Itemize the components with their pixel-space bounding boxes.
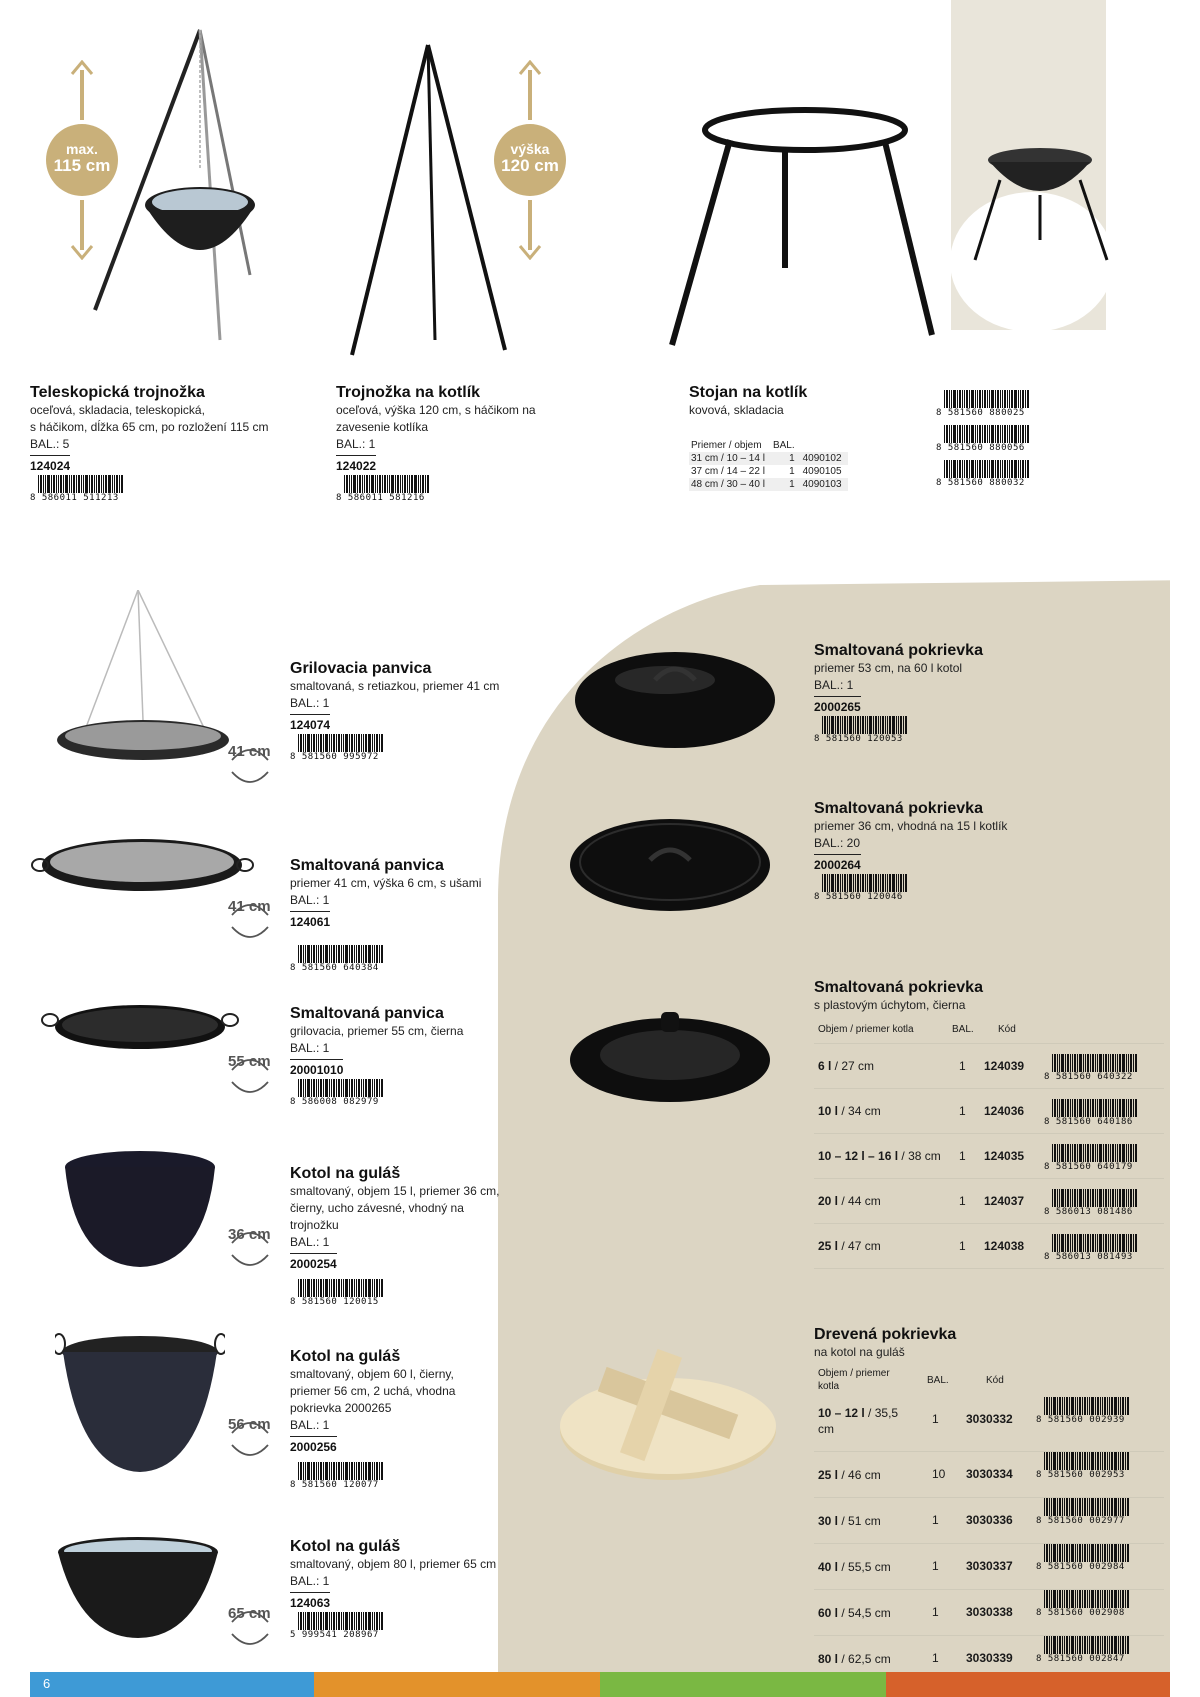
- barcode-icon: [1044, 1144, 1138, 1170]
- product-code: 124061: [290, 911, 330, 930]
- barcode-icon: [1036, 1397, 1130, 1423]
- product-title: Kotol na guláš: [290, 1538, 401, 1555]
- product-code: 2000256: [290, 1436, 337, 1455]
- table-header-row: Objem / priemer kotla BAL. Kód: [814, 1018, 1164, 1044]
- product-code: 124022: [336, 455, 376, 474]
- footer-bar-red: [886, 1672, 1170, 1697]
- footer-bar-orange: [314, 1672, 600, 1697]
- barcode-icon: 8 581560 120077: [290, 1462, 530, 1488]
- product-code: 2000254: [290, 1253, 337, 1272]
- product-desc: priemer 41 cm, výška 6 cm, s ušami BAL.: 1: [290, 876, 482, 907]
- product-desc: smaltovaný, objem 80 l, priemer 65 cm BAL.: 1: [290, 1557, 497, 1588]
- product-desc: kovová, skladacia: [689, 403, 784, 417]
- table-row: 25 l / 46 cm 10 3030334 8 581560 002953: [814, 1452, 1164, 1498]
- ean-number: 8 581560 002977: [1036, 1516, 1125, 1526]
- table-row: 30 l / 51 cm 1 3030336 8 581560 002977: [814, 1498, 1164, 1544]
- product-desc: priemer 36 cm, vhodná na 15 l kotlík BAL.: 20: [814, 819, 1008, 850]
- table-row: 40 l / 55,5 cm 1 3030337 8 581560 002984: [814, 1544, 1164, 1590]
- product-title: Teleskopická trojnožka: [30, 384, 205, 401]
- product-title: Smaltovaná pokrievka: [814, 979, 983, 996]
- max-height-badge: max. 115 cm: [46, 124, 118, 196]
- dimension-arc-icon: 36 cm: [228, 1226, 271, 1243]
- product-desc: s plastovým úchytom, čierna: [814, 998, 966, 1012]
- product-desc: priemer 53 cm, na 60 l kotol BAL.: 1: [814, 661, 963, 692]
- barcode-icon: 8 581560 120053: [814, 716, 1074, 742]
- table-row: 60 l / 54,5 cm 1 3030338 8 581560 002908: [814, 1590, 1164, 1636]
- height-badge: výška 120 cm: [494, 124, 566, 196]
- product-code: 20001010: [290, 1059, 343, 1078]
- barcode-icon: 8 581560 880056: [936, 425, 1030, 451]
- product-title: Stojan na kotlík: [689, 384, 808, 401]
- ean-number: 8 581560 640322: [1044, 1072, 1133, 1082]
- barcode-icon: [1044, 1054, 1138, 1080]
- product-desc: oceľová, výška 120 cm, s háčikom na zavesenie kotlíka BAL.: 1: [336, 403, 536, 451]
- table-row: 80 l / 62,5 cm 1 3030339 8 581560 002847: [814, 1636, 1164, 1682]
- product-desc: smaltovaný, objem 15 l, priemer 36 cm, čierny, ucho závesné, vhodný na trojnožku BAL.: 1: [290, 1184, 500, 1249]
- product-lid-53: [814, 641, 1074, 742]
- table-row: 10 – 12 l / 35,5 cm 1 3030332 8 581560 002939: [814, 1397, 1164, 1452]
- product-title: Trojnožka na kotlík: [336, 384, 481, 401]
- barcode-icon: 8 581560 640384: [290, 945, 530, 971]
- product-title: Smaltovaná pokrievka: [814, 800, 983, 817]
- table-row: 20 l / 44 cm 1 124037 8 586013 081486: [814, 1179, 1164, 1224]
- barcode-icon: 5 999541 208967: [290, 1612, 530, 1638]
- product-code: 124024: [30, 455, 70, 474]
- barcode-icon: [1036, 1498, 1130, 1524]
- product-desc: smaltovaná, s retiazkou, priemer 41 cm BAL.: 1: [290, 679, 500, 710]
- ean-number: 8 581560 002847: [1036, 1654, 1125, 1664]
- barcode-icon: 8 581560 880032: [936, 460, 1030, 486]
- ean-number: 8 581560 002953: [1036, 1470, 1125, 1480]
- product-title: Smaltovaná panvica: [290, 1005, 444, 1022]
- table-row: 31 cm / 10 – 14 l 1 4090102: [689, 452, 848, 465]
- table-row: 10 – 12 l – 16 l / 38 cm 1 124035 8 581560 640179: [814, 1134, 1164, 1179]
- table-row: 25 l / 47 cm 1 124038 8 586013 081493: [814, 1224, 1164, 1269]
- dimension-arc-icon: 41 cm: [228, 898, 271, 915]
- table-header: BAL.: [772, 440, 795, 451]
- ean-number: 8 581560 640179: [1044, 1162, 1133, 1172]
- barcode-icon: 8 581560 120015: [290, 1279, 530, 1305]
- page-number: 6: [43, 1676, 51, 1691]
- dimension-arc-icon: 65 cm: [228, 1605, 271, 1622]
- barcode-icon: [1044, 1234, 1138, 1260]
- product-title: Kotol na guláš: [290, 1348, 401, 1365]
- ean-number: 8 581560 002908: [1036, 1608, 1125, 1618]
- barcode-icon: [1036, 1636, 1130, 1662]
- product-code: 124074: [290, 714, 330, 733]
- product-code: 2000264: [814, 854, 861, 873]
- footer-bar-blue: [30, 1672, 314, 1697]
- table-row: 37 cm / 14 – 22 l 1 4090105: [691, 466, 842, 477]
- barcode-icon: [1044, 1189, 1138, 1215]
- product-desc: na kotol na guláš: [814, 1345, 905, 1359]
- table-header: Priemer / objem: [691, 440, 762, 451]
- barcode-icon: 8 581560 880025: [936, 390, 1030, 416]
- product-desc: oceľová, skladacia, teleskopická, s háčikom, dĺžka 65 cm, po rozložení 115 cm BAL.: 5: [30, 403, 269, 451]
- table-row: 10 l / 34 cm 1 124036 8 581560 640186: [814, 1089, 1164, 1134]
- ean-number: 8 586011 581216: [336, 493, 425, 503]
- ean-number: 8 586013 081493: [1044, 1252, 1133, 1262]
- product-title: Drevená pokrievka: [814, 1326, 957, 1343]
- product-title: Kotol na guláš: [290, 1165, 401, 1182]
- ean-number: 8 581560 002984: [1036, 1562, 1125, 1572]
- barcode-icon: 8 586008 082979: [290, 1079, 530, 1105]
- table-header-row: Objem / priemer kotla BAL. Kód: [818, 1368, 1004, 1392]
- ean-number: 8 581560 002939: [1036, 1415, 1125, 1425]
- ean-number: 8 581560 640186: [1044, 1117, 1133, 1127]
- barcode-icon: [1036, 1544, 1130, 1570]
- product-wooden-lid: [814, 1325, 1164, 1682]
- product-title: Smaltovaná panvica: [290, 857, 444, 874]
- product-lid-plastic-handle: [814, 978, 1164, 1269]
- product-title: Smaltovaná pokrievka: [814, 642, 983, 659]
- product-code: 124063: [290, 1592, 330, 1611]
- product-desc: smaltovaný, objem 60 l, čierny, priemer 56 cm, 2 uchá, vhodna pokrievka 2000265 BAL.: 1: [290, 1367, 456, 1432]
- barcode-icon: 8 581560 995972: [290, 734, 530, 760]
- dimension-arc-icon: 55 cm: [228, 1053, 271, 1070]
- barcode-icon: [1036, 1590, 1130, 1616]
- barcode-icon: 8 581560 120046: [814, 874, 1074, 900]
- product-code: 2000265: [814, 696, 861, 715]
- footer-bar-green: [600, 1672, 886, 1697]
- ean-number: 8 586011 511213: [30, 493, 119, 503]
- table-row: 48 cm / 30 – 40 l 1 4090103: [689, 478, 848, 491]
- dimension-arc-icon: 56 cm: [228, 1416, 271, 1433]
- product-lid-36: [814, 799, 1074, 900]
- table-row: 6 l / 27 cm 1 124039 8 581560 640322: [814, 1044, 1164, 1089]
- barcode-icon: [1044, 1099, 1138, 1125]
- ean-number: 8 586013 081486: [1044, 1207, 1133, 1217]
- dimension-arc-icon: 41 cm: [228, 743, 271, 760]
- product-title: Grilovacia panvica: [290, 660, 432, 677]
- product-desc: grilovacia, priemer 55 cm, čierna BAL.: 1: [290, 1024, 464, 1055]
- barcode-icon: [1036, 1452, 1130, 1478]
